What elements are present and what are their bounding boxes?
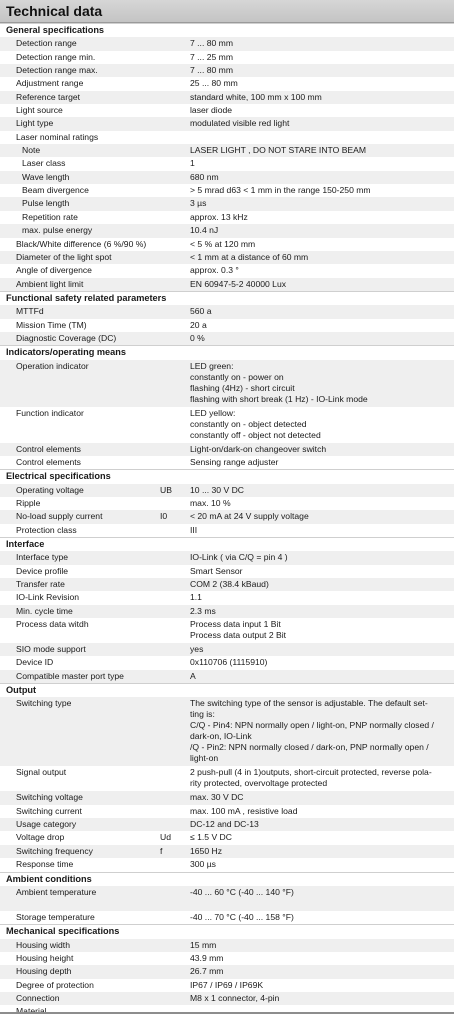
spec-row bbox=[0, 211, 454, 224]
spec-label: Laser class bbox=[22, 158, 66, 169]
spec-value bbox=[190, 831, 452, 844]
spec-value bbox=[190, 117, 452, 130]
spec-label: Signal output bbox=[16, 767, 67, 778]
spec-label: Storage temperature bbox=[16, 911, 95, 922]
spec-row bbox=[0, 37, 454, 50]
spec-value-line: A bbox=[190, 670, 196, 681]
spec-row bbox=[0, 91, 454, 104]
spec-value-line: /Q - Pin2: NPN normally closed / dark-on, PNP normally open / bbox=[190, 742, 429, 753]
spec-value-line: LASER LIGHT , DO NOT STARE INTO BEAM bbox=[190, 145, 367, 156]
spec-value bbox=[190, 224, 452, 237]
spec-label: Light source bbox=[16, 105, 63, 116]
spec-value-line: standard white, 100 mm x 100 mm bbox=[190, 91, 322, 102]
spec-value bbox=[190, 157, 452, 170]
spec-value-line: 680 nm bbox=[190, 171, 219, 182]
spec-value-line: 15 mm bbox=[190, 939, 217, 950]
spec-value-line: > 5 mrad d63 < 1 mm in the range 150-250 mm bbox=[190, 185, 371, 196]
spec-value-line: constantly on - power on bbox=[190, 371, 284, 382]
spec-row bbox=[0, 497, 454, 510]
spec-value-line: 7 ... 80 mm bbox=[190, 38, 233, 49]
spec-row bbox=[0, 510, 454, 523]
spec-label: Ambient temperature bbox=[16, 886, 97, 897]
spec-value-line: 10 ... 30 V DC bbox=[190, 484, 244, 495]
spec-value bbox=[190, 37, 452, 50]
spec-row bbox=[0, 886, 454, 911]
spec-value bbox=[190, 360, 452, 405]
spec-value bbox=[190, 77, 452, 90]
spec-value bbox=[190, 238, 452, 251]
spec-label: Angle of divergence bbox=[16, 265, 92, 276]
spec-label: Switching voltage bbox=[16, 792, 83, 803]
spec-row bbox=[0, 251, 454, 264]
spec-value bbox=[190, 805, 452, 818]
spec-label: Diagnostic Coverage (DC) bbox=[16, 332, 117, 343]
spec-label: Usage category bbox=[16, 819, 77, 830]
spec-value-line: LED green: bbox=[190, 360, 234, 371]
spec-value bbox=[190, 251, 452, 264]
spec-label: Switching current bbox=[16, 805, 82, 816]
spec-value-line: yes bbox=[190, 644, 204, 655]
spec-value-line: COM 2 (38.4 kBaud) bbox=[190, 579, 269, 590]
spec-row bbox=[0, 591, 454, 604]
spec-value bbox=[190, 524, 452, 537]
spec-row bbox=[0, 605, 454, 618]
spec-value bbox=[190, 443, 452, 456]
spec-row bbox=[0, 911, 454, 924]
spec-value bbox=[190, 845, 452, 858]
spec-value bbox=[190, 497, 452, 510]
spec-label: Mission Time (TM) bbox=[16, 319, 87, 330]
spec-row bbox=[0, 117, 454, 130]
spec-label: Beam divergence bbox=[22, 185, 89, 196]
spec-label: Process data witdh bbox=[16, 619, 89, 630]
spec-value bbox=[190, 992, 452, 1005]
spec-label: IO-Link Revision bbox=[16, 592, 80, 603]
spec-value bbox=[190, 656, 452, 669]
section-heading bbox=[0, 291, 454, 305]
spec-row bbox=[0, 643, 454, 656]
spec-value-line: light-on bbox=[190, 753, 219, 764]
spec-value bbox=[190, 886, 452, 898]
spec-value bbox=[190, 211, 452, 224]
section-title: Output bbox=[6, 685, 37, 696]
spec-label: Operating voltage bbox=[16, 484, 84, 495]
section-heading bbox=[0, 345, 454, 359]
spec-value-line: ≤ 1.5 V DC bbox=[190, 832, 232, 843]
spec-row bbox=[0, 858, 454, 871]
spec-value-line: 0x110706 (1115910) bbox=[190, 657, 268, 668]
spec-label: SIO mode support bbox=[16, 644, 86, 655]
section-heading bbox=[0, 872, 454, 886]
spec-value-line: 43.9 mm bbox=[190, 952, 224, 963]
spec-value-line: Process data input 1 Bit bbox=[190, 619, 281, 630]
spec-label: Switching type bbox=[16, 698, 72, 709]
spec-value bbox=[190, 64, 452, 77]
spec-value bbox=[190, 605, 452, 618]
spec-row bbox=[0, 144, 454, 157]
spec-value-line: rity protected, overvoltage protected bbox=[190, 778, 328, 789]
spec-value bbox=[190, 818, 452, 831]
spec-row bbox=[0, 831, 454, 844]
spec-label: Transfer rate bbox=[16, 579, 65, 590]
spec-label: Repetition rate bbox=[22, 211, 78, 222]
spec-value bbox=[190, 643, 452, 656]
section-heading bbox=[0, 23, 454, 37]
spec-row bbox=[0, 157, 454, 170]
spec-value-line: -40 ... 60 °C (-40 ... 140 °F) bbox=[190, 886, 294, 897]
spec-row bbox=[0, 360, 454, 407]
spec-label: Response time bbox=[16, 859, 74, 870]
spec-row bbox=[0, 805, 454, 818]
spec-label: Note bbox=[22, 145, 41, 156]
spec-symbol: UB bbox=[160, 484, 172, 495]
spec-symbol: f bbox=[160, 845, 163, 856]
spec-row bbox=[0, 64, 454, 77]
spec-row bbox=[0, 551, 454, 564]
spec-row bbox=[0, 332, 454, 345]
spec-value-line: < 1 mm at a distance of 60 mm bbox=[190, 251, 309, 262]
spec-value bbox=[190, 965, 452, 978]
spec-row bbox=[0, 407, 454, 443]
spec-value bbox=[190, 104, 452, 117]
spec-value-line: 0 % bbox=[190, 332, 205, 343]
spec-value bbox=[190, 456, 452, 469]
spec-value bbox=[190, 551, 452, 564]
section-heading bbox=[0, 924, 454, 938]
spec-label: Laser nominal ratings bbox=[16, 131, 99, 142]
spec-value bbox=[190, 305, 452, 318]
spec-value-line: 7 ... 25 mm bbox=[190, 51, 233, 62]
spec-row bbox=[0, 939, 454, 952]
spec-label: Min. cycle time bbox=[16, 605, 73, 616]
spec-value bbox=[190, 565, 452, 578]
spec-label: Voltage drop bbox=[16, 832, 65, 843]
spec-label: Housing depth bbox=[16, 966, 72, 977]
spec-row bbox=[0, 184, 454, 197]
spec-value-line: EN 60947-5-2 40000 Lux bbox=[190, 278, 287, 289]
spec-label: Reference target bbox=[16, 91, 81, 102]
spec-label: Device ID bbox=[16, 657, 54, 668]
spec-row bbox=[0, 618, 454, 643]
spec-symbol: I0 bbox=[160, 511, 168, 522]
spec-row bbox=[0, 456, 454, 469]
spec-row bbox=[0, 443, 454, 456]
spec-row bbox=[0, 305, 454, 318]
spec-value-line: flashing (4Hz) - short circuit bbox=[190, 382, 295, 393]
spec-label: Compatible master port type bbox=[16, 670, 124, 681]
spec-label: Detection range min. bbox=[16, 51, 96, 62]
spec-value-line: 2.3 ms bbox=[190, 605, 216, 616]
section-title: General specifications bbox=[6, 25, 105, 35]
spec-value-line: modulated visible red light bbox=[190, 118, 290, 129]
spec-symbol: Ud bbox=[160, 832, 171, 843]
spec-value bbox=[190, 591, 452, 604]
spec-value-line: 20 a bbox=[190, 319, 207, 330]
spec-value bbox=[190, 766, 452, 789]
spec-value-line: constantly off - object not detected bbox=[190, 429, 321, 440]
spec-value-line: approx. 0.3 ° bbox=[190, 265, 239, 276]
spec-value bbox=[190, 264, 452, 277]
spec-value bbox=[190, 578, 452, 591]
spec-value-line: LED yellow: bbox=[190, 407, 236, 418]
spec-row bbox=[0, 670, 454, 683]
spec-value-line: ting is: bbox=[190, 709, 215, 720]
spec-label: Black/White difference (6 %/90 %) bbox=[16, 238, 147, 249]
spec-value-line: DC-12 and DC-13 bbox=[190, 819, 259, 830]
spec-value-line: 7 ... 80 mm bbox=[190, 65, 233, 76]
section-heading bbox=[0, 537, 454, 551]
spec-row bbox=[0, 77, 454, 90]
spec-label: Control elements bbox=[16, 443, 81, 454]
spec-value-line: max. 10 % bbox=[190, 497, 231, 508]
spec-label: Housing width bbox=[16, 939, 70, 950]
section-title: Mechanical specifications bbox=[6, 926, 120, 937]
spec-value-line: C/Q - Pin4: NPN normally open / light-on, PNP normally closed / bbox=[190, 720, 434, 731]
section-title: Functional safety related parameters bbox=[6, 292, 167, 303]
spec-label: Adjustment range bbox=[16, 78, 84, 89]
spec-value bbox=[190, 184, 452, 197]
spec-value-line: 1.1 bbox=[190, 592, 202, 603]
spec-label: Pulse length bbox=[22, 198, 70, 209]
spec-label: Wave length bbox=[22, 171, 70, 182]
spec-row bbox=[0, 524, 454, 537]
spec-row bbox=[0, 104, 454, 117]
spec-value bbox=[190, 670, 452, 683]
spec-value bbox=[190, 510, 452, 523]
spec-row bbox=[0, 238, 454, 251]
spec-row bbox=[0, 965, 454, 978]
section-title: Indicators/operating means bbox=[6, 347, 126, 358]
spec-row bbox=[0, 791, 454, 804]
spec-value-line: approx. 13 kHz bbox=[190, 211, 248, 222]
spec-value bbox=[190, 939, 452, 952]
spec-value bbox=[190, 858, 452, 871]
spec-value bbox=[190, 791, 452, 804]
section-title: Electrical specifications bbox=[6, 471, 111, 482]
spec-value-line: 25 ... 80 mm bbox=[190, 78, 238, 89]
spec-value bbox=[190, 319, 452, 332]
spec-value-line: 3 µs bbox=[190, 198, 207, 209]
spec-row bbox=[0, 578, 454, 591]
spec-value bbox=[190, 484, 452, 497]
spec-row bbox=[0, 51, 454, 64]
section-title: Interface bbox=[6, 539, 45, 549]
spec-value bbox=[190, 697, 452, 764]
spec-value bbox=[190, 952, 452, 965]
spec-value-line: 1650 Hz bbox=[190, 845, 223, 856]
spec-row bbox=[0, 818, 454, 831]
spec-row bbox=[0, 992, 454, 1005]
spec-label: Protection class bbox=[16, 524, 77, 535]
spec-value bbox=[190, 278, 452, 291]
spec-value-line: 2 push-pull (4 in 1)outputs, short-circuit protected, reverse pola- bbox=[190, 767, 432, 778]
spec-label: Switching frequency bbox=[16, 845, 93, 856]
spec-value-line: 300 µs bbox=[190, 859, 216, 870]
section-heading bbox=[0, 469, 454, 483]
spec-value-line: flashing with short break (1 Hz) - IO-Link mode bbox=[190, 393, 368, 404]
section-title: Ambient conditions bbox=[6, 873, 92, 884]
spec-value-line: max. 100 mA , resistive load bbox=[190, 805, 298, 816]
spec-label: Detection range max. bbox=[16, 65, 98, 76]
spec-label: Diameter of the light spot bbox=[16, 251, 112, 262]
spec-value-line: M8 x 1 connector, 4-pin bbox=[190, 992, 280, 1003]
spec-value bbox=[190, 911, 452, 924]
spec-row bbox=[0, 697, 454, 766]
spec-value-line: Smart Sensor bbox=[190, 565, 243, 576]
section-heading bbox=[0, 683, 454, 697]
spec-value bbox=[190, 91, 452, 104]
spec-value bbox=[190, 197, 452, 210]
spec-value-line: max. 30 V DC bbox=[190, 792, 244, 803]
spec-row bbox=[0, 979, 454, 992]
spec-label: Ripple bbox=[16, 497, 41, 508]
spec-value-line: III bbox=[190, 524, 198, 535]
spec-row bbox=[0, 484, 454, 497]
spec-value-line: The switching type of the sensor is adjustable. The default set- bbox=[190, 698, 428, 709]
page-title: Technical data bbox=[0, 0, 454, 23]
spec-label: Degree of protection bbox=[16, 979, 94, 990]
spec-value bbox=[190, 171, 452, 184]
spec-row bbox=[0, 319, 454, 332]
spec-label: Function indicator bbox=[16, 407, 84, 418]
spec-value bbox=[190, 144, 452, 157]
spec-value-line: Process data output 2 Bit bbox=[190, 630, 287, 641]
spec-value bbox=[190, 332, 452, 345]
spec-label: Interface type bbox=[16, 552, 69, 563]
spec-value-line: Sensing range adjuster bbox=[190, 456, 279, 467]
spec-value-line: < 20 mA at 24 V supply voltage bbox=[190, 511, 309, 522]
spec-value bbox=[190, 979, 452, 992]
spec-row bbox=[0, 766, 454, 791]
spec-row bbox=[0, 171, 454, 184]
spec-row bbox=[0, 845, 454, 858]
spec-value bbox=[190, 407, 452, 441]
spec-value-line: laser diode bbox=[190, 105, 233, 116]
spec-label: Connection bbox=[16, 992, 60, 1003]
spec-label: Ambient light limit bbox=[16, 278, 84, 289]
spec-value-line: Light-on/dark-on changeover switch bbox=[190, 443, 327, 454]
spec-row bbox=[0, 197, 454, 210]
spec-label: Operation indicator bbox=[16, 360, 89, 371]
spec-row bbox=[0, 565, 454, 578]
spec-row bbox=[0, 952, 454, 965]
spec-row bbox=[0, 656, 454, 669]
spec-value-line: dark-on, IO-Link bbox=[190, 731, 252, 742]
spec-value bbox=[190, 618, 452, 641]
spec-label: Control elements bbox=[16, 456, 81, 467]
spec-label: Housing height bbox=[16, 952, 74, 963]
spec-row bbox=[0, 278, 454, 291]
spec-value-line: < 5 % at 120 mm bbox=[190, 238, 256, 249]
spec-label: Detection range bbox=[16, 38, 77, 49]
spec-label: max. pulse energy bbox=[22, 225, 93, 236]
spec-value-line: 560 a bbox=[190, 306, 212, 317]
spec-row bbox=[0, 131, 454, 144]
spec-value-line: IP67 / IP69 / IP69K bbox=[190, 979, 264, 990]
spec-value bbox=[190, 51, 452, 64]
spec-table bbox=[0, 23, 454, 1019]
spec-value-line: 10.4 nJ bbox=[190, 225, 219, 236]
spec-row bbox=[0, 264, 454, 277]
spec-label: No-load supply current bbox=[16, 511, 103, 522]
spec-label: Device profile bbox=[16, 565, 69, 576]
spec-value-line: 1 bbox=[190, 158, 195, 169]
spec-value-line: constantly on - object detected bbox=[190, 418, 307, 429]
spec-value-line: -40 ... 70 °C (-40 ... 158 °F) bbox=[190, 911, 294, 922]
spec-value-line: 26.7 mm bbox=[190, 966, 224, 977]
spec-row bbox=[0, 224, 454, 237]
spec-value-line: IO-Link ( via C/Q = pin 4 ) bbox=[190, 552, 288, 563]
spec-label: MTTFd bbox=[16, 306, 44, 317]
spec-label: Light type bbox=[16, 118, 54, 129]
